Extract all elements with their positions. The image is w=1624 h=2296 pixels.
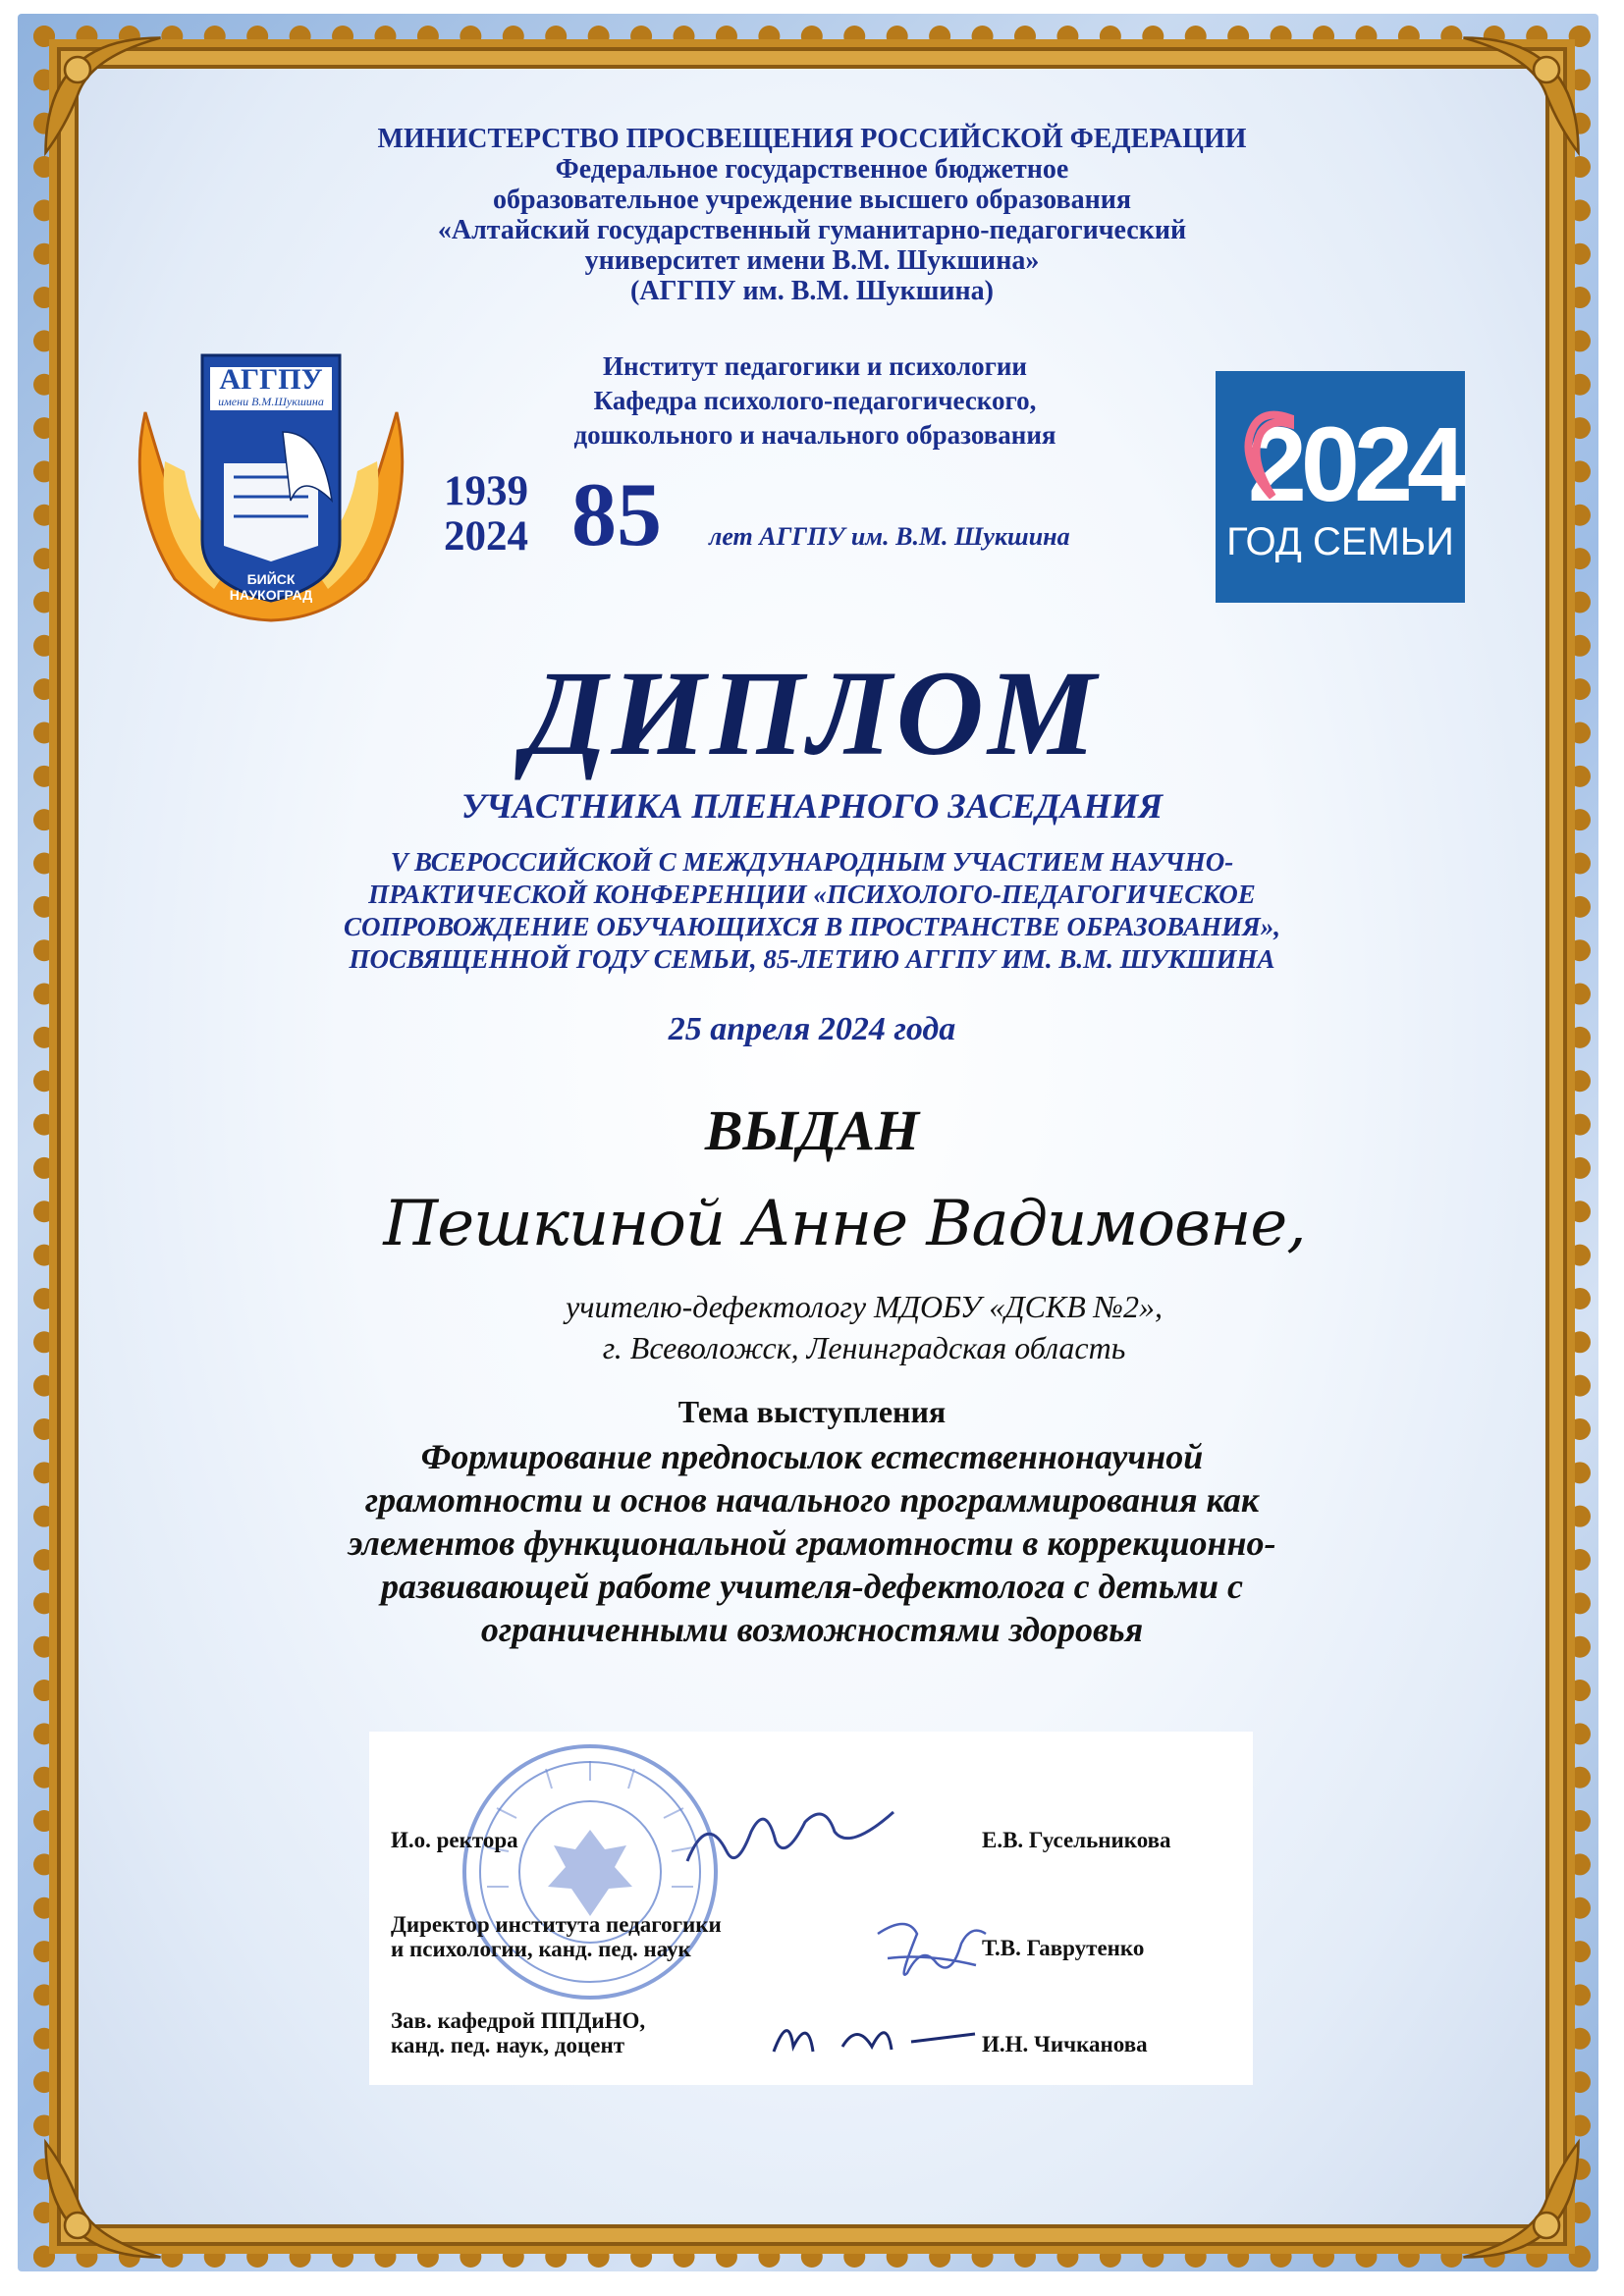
- anniversary-caption: лет АГГПУ им. В.М. Шукшина: [709, 522, 1070, 551]
- institute-line: Институт педагогики и психологии: [603, 351, 1027, 381]
- topic-line: ограниченными возможностями здоровья: [480, 1610, 1144, 1649]
- logo-subname: имени В.М.Шукшина: [218, 395, 324, 408]
- conference-line: СОПРОВОЖДЕНИЕ ОБУЧАЮЩИХСЯ В ПРОСТРАНСТВЕ ОБРАЗОВАНИЯ»,: [344, 912, 1280, 941]
- topic-text: [147, 1435, 1477, 1651]
- signature-rector: [677, 1792, 903, 1881]
- topic-label: Тема выступления: [677, 1394, 947, 1429]
- corner-ornament-bottom-left: [39, 2136, 167, 2264]
- year-to: 2024: [444, 513, 528, 560]
- topic-line: грамотности и основ начального программирования как: [364, 1480, 1260, 1520]
- header-block: [0, 124, 1624, 306]
- conference-line: ПОСВЯЩЕННОЙ ГОДУ СЕМЬИ, 85-ЛЕТИЮ АГГПУ ИМ. В.М. ШУКШИНА: [349, 944, 1275, 974]
- anniversary-number: 85: [571, 464, 662, 564]
- signature-head: [764, 2002, 980, 2071]
- signatory-title-line: Директор института педагогики: [391, 1912, 722, 1937]
- event-date: 25 апреля 2024 года: [668, 1011, 956, 1047]
- conference-line: ПРАКТИЧЕСКОЙ КОНФЕРЕНЦИИ «ПСИХОЛОГО-ПЕДАГОГИЧЕСКОЕ: [368, 880, 1256, 909]
- topic-line: развивающей работе учителя-дефектолога с детьми с: [380, 1567, 1244, 1606]
- conference-block: [177, 846, 1447, 976]
- header-line: «Алтайский государственный гуманитарно-педагогический: [437, 215, 1187, 245]
- corner-ornament-bottom-right: [1457, 2136, 1585, 2264]
- header-line: университет имени В.М. Шукшина»: [584, 245, 1040, 276]
- recipient-name: Пешкиной Анне Вадимовне,: [383, 1188, 1306, 1260]
- ministry-title: МИНИСТЕРСТВО ПРОСВЕЩЕНИЯ РОССИЙСКОЙ ФЕДЕРАЦИИ: [377, 124, 1247, 154]
- diploma-subtitle: УЧАСТНИКА ПЛЕНАРНОГО ЗАСЕДАНИЯ: [460, 786, 1164, 826]
- position-line: учителю-дефектологу МДОБУ «ДСКВ №2»,: [566, 1289, 1163, 1324]
- institute-line: Кафедра психолого-педагогического,: [593, 386, 1037, 415]
- year-of-family-logo: [1216, 371, 1465, 603]
- signatory-name-rector: Е.В. Гусельникова: [982, 1828, 1171, 1852]
- conference-line: V ВСЕРОССИЙСКОЙ С МЕЖДУНАРОДНЫМ УЧАСТИЕМ НАУЧНО-: [390, 847, 1234, 877]
- diploma-title: ДИПЛОМ: [523, 646, 1101, 780]
- signatory-title-line: и психологии, канд. пед. наук: [391, 1937, 691, 1961]
- signature-director: [868, 1904, 996, 1993]
- signatory-name-director: Т.В. Гаврутенко: [982, 1936, 1145, 1960]
- year-from: 1939: [444, 468, 528, 514]
- heart-icon: [1233, 408, 1302, 507]
- header-line: образовательное учреждение высшего образования: [493, 185, 1131, 215]
- logo-name: АГГПУ: [219, 363, 323, 396]
- topic-line: Формирование предпосылок естественнонаучной: [420, 1437, 1204, 1476]
- anniversary-years: [444, 469, 528, 560]
- header-line: Федеральное государственное бюджетное: [555, 154, 1069, 185]
- signatory-title-line: Зав. кафедрой ППДиНО,: [391, 2008, 646, 2033]
- signatory-title-line: И.о. ректора: [391, 1828, 518, 1852]
- institute-line: дошкольного и начального образования: [573, 420, 1056, 450]
- university-logo: [126, 353, 416, 623]
- recipient-position: [373, 1286, 1355, 1368]
- logo-caption: ГОД СЕМЬИ: [1226, 520, 1454, 563]
- logo-year: 2024: [1247, 404, 1461, 523]
- signatory-title-line: канд. пед. наук, доцент: [391, 2033, 625, 2057]
- position-line: г. Всеволожск, Ленинградская область: [602, 1330, 1126, 1365]
- topic-line: элементов функциональной грамотности в коррекционно-: [348, 1523, 1276, 1563]
- signatory-name-head: И.Н. Чичканова: [982, 2032, 1148, 2056]
- header-line: (АГГПУ им. В.М. Шукшина): [630, 276, 994, 306]
- signatory-title-rector: [391, 1828, 518, 1852]
- signatory-title-director: [391, 1912, 722, 1961]
- institute-block: [471, 349, 1159, 453]
- logo-city: БИЙСК НАУКОГРАД: [229, 571, 313, 603]
- signatory-title-head: [391, 2008, 645, 2057]
- issued-label: ВЫДАН: [704, 1098, 920, 1162]
